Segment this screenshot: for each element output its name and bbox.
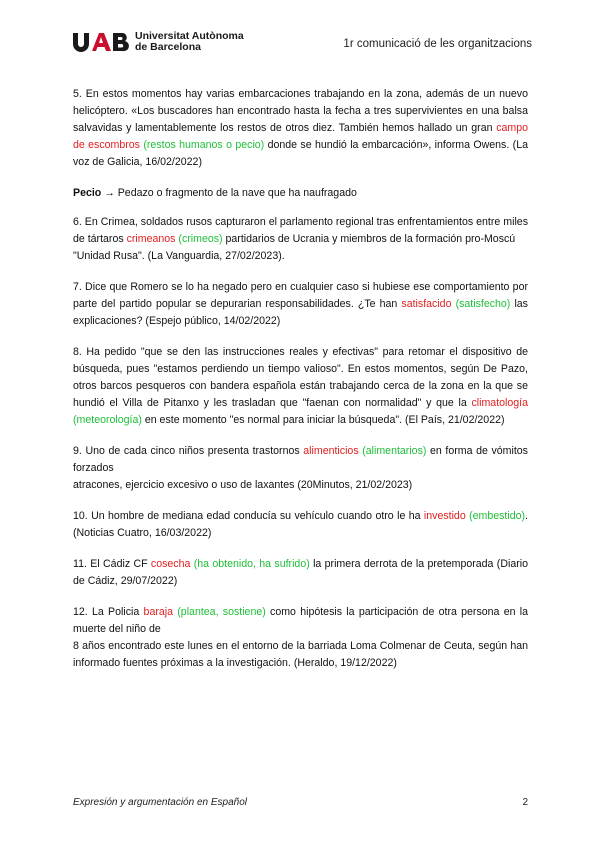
item-6-correction: (crimeos) [178,233,223,245]
item-5-text-a: 5. En estos momentos hay varias embarcaciones trabajando en la zona, además de un nuevo helicóptero. «Los buscadores han encontrado hasta la fecha a tres supervivientes en una balsa salvavidas y lamentablemente los restos de otros diez. También hemos hallado un gran [73,88,528,134]
item-9-error: alimenticios [303,445,359,457]
item-8-text-a: 8. Ha pedido "que se den las instrucciones reales y efectivas" para retomar el dispositivo de búsqueda, pues "estamos perdiendo un tiempo valioso". En estos momentos, según De Pazo, otros barcos pesqueros con bandera española están trabajando cerca de la zona en la que se hundió el Villa de Pitanxo y les trasladan que "faenan con normalidad" y que la [73,346,528,409]
item-10-text-a: 10. Un hombre de mediana edad conducía su vehículo cuando otro le ha [73,510,424,522]
item-9 [73,443,528,494]
uab-logo-icon [72,32,130,52]
item-10 [73,508,528,542]
item-5-text [73,86,528,171]
item-9-text-b: en forma de vómitos forzados [73,445,528,474]
pecio-definition [73,185,528,202]
item-5-correction: (restos humanos o pecio) [143,139,265,151]
pecio-definition-text: → Pedazo o fragmento de la nave que ha naufragado [101,187,357,199]
item-7-correction: (satisfecho) [455,298,511,310]
item-9-text [73,443,528,477]
item-6-error: crimeanos [126,233,176,245]
item-10-correction: (embestido) [469,510,526,522]
item-10-error: investido [423,510,466,522]
pecio-term: Pecio [73,187,102,199]
logo-line-1: Universitat Autònoma [135,30,244,42]
item-6-text [73,214,528,248]
item-9-text-c: atracones, ejercicio excesivo o uso de laxantes (20Minutos, 21/02/2023) [73,479,413,491]
item-7-error: satisfacido [401,298,452,310]
item-5 [73,86,528,171]
item-11-error: cosecha [150,558,191,570]
item-7 [73,279,528,330]
item-12-correction: (plantea, sostiene) [177,606,266,618]
item-7-text [73,279,528,330]
page-number: 2 [522,797,528,808]
footer-course: Expresión y argumentación en Español [73,797,247,808]
item-9-correction: (alimentarios) [362,445,427,457]
item-5-text-b: donde se hundió la embarcación», informa Owens. (La voz de Galicia, 16/02/2022) [73,139,528,168]
item-6-text-b: partidarios de Ucrania y miembros de la formación pro-Moscú [222,233,516,245]
item-8-text-b: en este momento "es normal para iniciar la búsqueda". (El País, 21/02/2022) [141,414,505,426]
item-12 [73,604,528,672]
item-12-text [73,604,528,638]
item-6 [73,214,528,265]
uab-logo [72,31,244,53]
item-8 [73,344,528,429]
logo-line-2: de Barcelona [135,41,201,53]
item-11-text-b: la primera derrota de la pretemporada (Diario de Cádiz, 29/07/2022) [73,558,528,587]
item-11-text-a: 11. El Cádiz CF [73,558,151,570]
item-12-text-a: 12. La Policia [73,606,144,618]
item-11-correction: (ha obtenido, ha sufrido) [193,558,310,570]
item-10-text-b: . (Noticias Cuatro, 16/03/2022) [73,510,528,539]
logo-text [135,31,244,53]
item-11-text [73,556,528,590]
item-6-text-a: 6. En Crimea, soldados rusos capturaron el parlamento regional tras enfrentamientos entre miles de tártaros [73,216,528,245]
item-8-text [73,344,528,429]
item-12-text-b: como hipótesis la participación de otra persona en la muerte del niño de [73,606,528,635]
exercise-list [73,86,528,686]
item-9-text-a: 9. Uno de cada cinco niños presenta trastornos [73,445,304,457]
page-header [72,31,532,61]
item-7-text-b: las explicaciones? (Espejo público, 14/02/2022) [73,298,528,327]
item-5-error: campo de escombros [73,122,528,151]
item-8-error: climatología [471,397,528,409]
item-11 [73,556,528,590]
item-10-text [73,508,528,542]
header-title: 1r comunicació de les organitzacions [343,38,532,50]
item-12-text-c: 8 años encontrado este lunes en el entorno de la barriada Loma Colmenar de Ceuta, según han informado fuentes próximas a la investigación. (Heraldo, 19/12/2022) [73,640,528,669]
item-6-text-c: "Unidad Rusa". (La Vanguardia, 27/02/2023). [73,250,285,262]
item-7-text-a: 7. Dice que Romero se lo ha negado pero en cualquier caso si hubiese ese comportamiento por parte del partido popular se depurarian responsabilidades. ¿Te han [73,281,528,310]
item-8-correction: (meteorología) [73,414,142,426]
item-12-error: baraja [143,606,173,618]
